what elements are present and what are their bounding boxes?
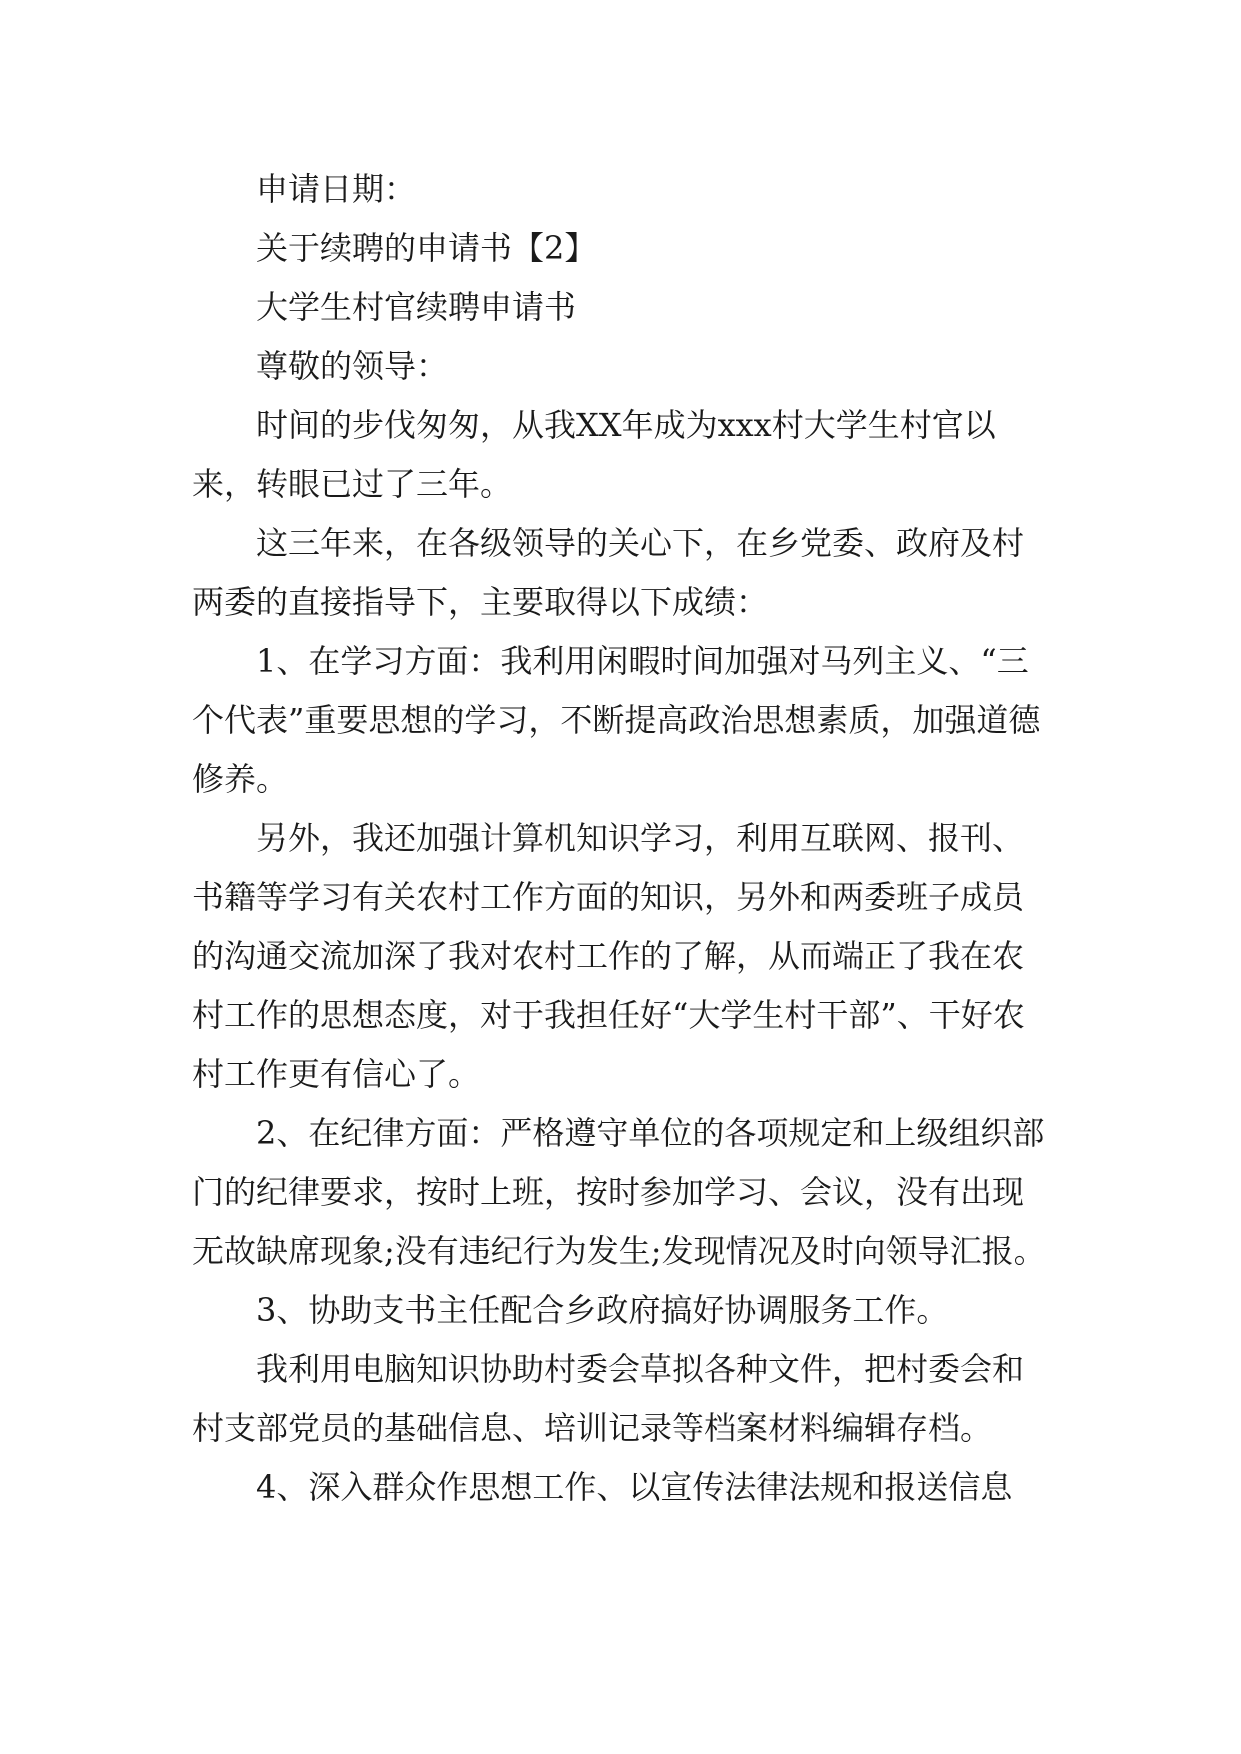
application-date-line: 申请日期： bbox=[256, 170, 417, 208]
salutation: 尊敬的领导： bbox=[256, 347, 449, 385]
body-paragraph: 3、协助支书主任配合乡政府搞好协调服务工作。 bbox=[256, 1291, 949, 1329]
body-paragraph: 1、在学习方面：我利用闲暇时间加强对马列主义、“三个代表”重要思想的学习，不断提高政治思想素质，加强道德修养。 bbox=[192, 642, 1041, 798]
document-body bbox=[192, 160, 1054, 1517]
body-paragraph: 另外，我还加强计算机知识学习，利用互联网、报刊、书籍等学习有关农村工作方面的知识，另外和两委班子成员的沟通交流加深了我对农村工作的了解，从而端正了我在农村工作的思想态度，对于我担任好“大学生村干部”、干好农村工作更有信心了。 bbox=[192, 819, 1025, 1093]
section-heading: 关于续聘的申请书【2】 bbox=[256, 229, 597, 267]
body-paragraph: 我利用电脑知识协助村委会草拟各种文件，把村委会和村支部党员的基础信息、培训记录等档案材料编辑存档。 bbox=[192, 1350, 1025, 1447]
body-paragraph: 4、深入群众作思想工作、以宣传法律法规和报送信息 bbox=[256, 1468, 1013, 1506]
body-paragraph: 这三年来，在各级领导的关心下，在乡党委、政府及村两委的直接指导下，主要取得以下成绩： bbox=[192, 524, 1025, 621]
body-paragraph: 2、在纪律方面：严格遵守单位的各项规定和上级组织部门的纪律要求，按时上班，按时参加学习、会议，没有出现无故缺席现象;没有违纪行为发生;发现情况及时向领导汇报。 bbox=[192, 1114, 1046, 1270]
document-title: 大学生村官续聘申请书 bbox=[256, 288, 577, 326]
body-paragraph: 时间的步伐匆匆，从我XX年成为xxx村大学生村官以来，转眼已过了三年。 bbox=[192, 406, 996, 503]
